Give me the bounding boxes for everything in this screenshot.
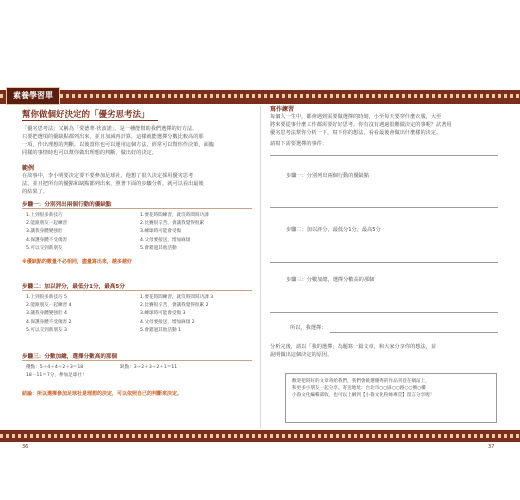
bottom-decorative-band (0, 430, 520, 442)
step2-cons: 1.要花時間練習，就沒時間寫功課 3 2.比賽很辛苦，會讓我覺得很累 2 3.練球時可能會受傷 3 4.父母要接送，增加麻煩 2 5.會錯過其他活動 1 (140, 295, 214, 333)
step1-title: 步驟一：分別列出兩個行動的優缺點 (22, 202, 112, 208)
top-decorative-band (0, 90, 520, 104)
rstep1-label: 步驟一：分別列出兩個行動的優缺點 (286, 173, 370, 179)
answer-line (270, 155, 498, 156)
submission-text: 歡迎把寫好的文章寄給我們，我們會挑選優秀的作品刊登在網站上， 和更多小朋友一起分享。寄送地址：台北市○○區○○路○○號○樓 小魯文化編輯部收，也可以上網到【小魯文化粉絲專頁】留言分享喔！ (292, 379, 435, 398)
answer-line (270, 262, 498, 263)
section-tag: 素養學習單 (6, 87, 60, 105)
step1-pros: 1.上到很多新技巧 2.能跟朋友一起練習 3.讓我身體變強壯 4.保護身體不受傷害 5.可以交到新朋友 (26, 213, 68, 251)
step2-pros: 1.上到很多新技巧 5 2.能跟朋友一起練習 4 3.讓我身體變強壯 4 4.保護身體不受傷害 2 5.可以交到新朋友 3 (26, 295, 72, 333)
step2-rule (22, 290, 252, 291)
step3-title: 步驟三：分數加總，選擇分數高的那個 (22, 354, 118, 360)
band-pattern (0, 94, 520, 98)
intro-paragraph: 「優劣思考法」又稱為「愛德華·狄波諾」，是一種能幫助我們選擇的好方法， 只要把選項的優缺點都列出來，並且加減再計算，這樣就能選擇分數比較高的那 一項，作出理想的判斷。以後當你也可以運用這個方法，經常可以幫你作決策，面臨 同樣的事情時也可以幫你做出理想的判斷，做出好的決定。 (22, 126, 214, 156)
answer-line (330, 332, 498, 333)
final-choice: 所以，我選擇： (290, 325, 327, 331)
answer-line (270, 312, 498, 313)
conclusion-text: 結論：所以選擇參加足球社是理想的決定，可以依照自己的判斷來決定。 (22, 391, 183, 397)
writing-heading: 寫作練習 (270, 106, 295, 113)
share-text: 分析完後，請以「我的選擇」為題寫一篇文章，和大家分享你的想法，並 說明做出這個決定的原因。 (270, 344, 437, 358)
step3-sum-pros: 優點：5＋4＋4＋2＋3＝18 18－11＝7分，參加足球社！ (26, 365, 87, 379)
rstep3-label: 步驟三：分數加總，選擇分數高的那個 (286, 277, 375, 283)
submission-box (285, 373, 497, 423)
page-title: 幫你做個好決定的「優劣思考法」 (22, 110, 150, 120)
step2-title: 步驟二：加以評分，最低分1分，最高5分 (22, 284, 125, 290)
title-underline (22, 120, 158, 121)
step1-rule (22, 208, 252, 209)
band-pattern (0, 434, 520, 438)
step1-cons: 1.要花時間練習，就沒時間寫功課 2.比賽很辛苦，會讓我覺得很累 3.練球時可能會受傷 4.父母要接送，增加麻煩 5.會錯過其他活動 (140, 213, 209, 251)
step1-note: ※優缺點的數量不必相同，盡量寫出來，越多越好 (22, 259, 132, 265)
page-gutter (260, 106, 261, 428)
example-paragraph: 在故事中，李小明要決定要不要參加足球社，他想了很久決定採用優劣思考 法，並且把所有的優點和缺點都列出來，照著下面的步驟分析，就可以看出最後 的結果了。 (22, 173, 204, 195)
page-number-right: 37 (488, 444, 495, 450)
rstep2-label: 步驟二：加以評分，最低分1分，最高5分 (286, 227, 381, 233)
step3-sum-cons: 缺點：3＋2＋3＋2＋1＝11 (120, 365, 178, 370)
example-heading: 範例 (22, 165, 35, 172)
step3-rule (22, 360, 252, 361)
writing-prompt: 每個人一生中，都會遇到需要做選擇的時刻，小至每天要穿什麼衣服，大至 將來要從事什麼工作都需要好好思考。你有沒有遇過很難做決定的事呢？試著用 優劣思考法幫你分析一下，寫下你的想法，看看最後會做出什麼樣的決定。 (270, 114, 452, 136)
page-number-left: 36 (22, 444, 29, 450)
answer-line (270, 207, 498, 208)
event-prompt: 請寫下需要選擇的事件： (270, 141, 328, 147)
